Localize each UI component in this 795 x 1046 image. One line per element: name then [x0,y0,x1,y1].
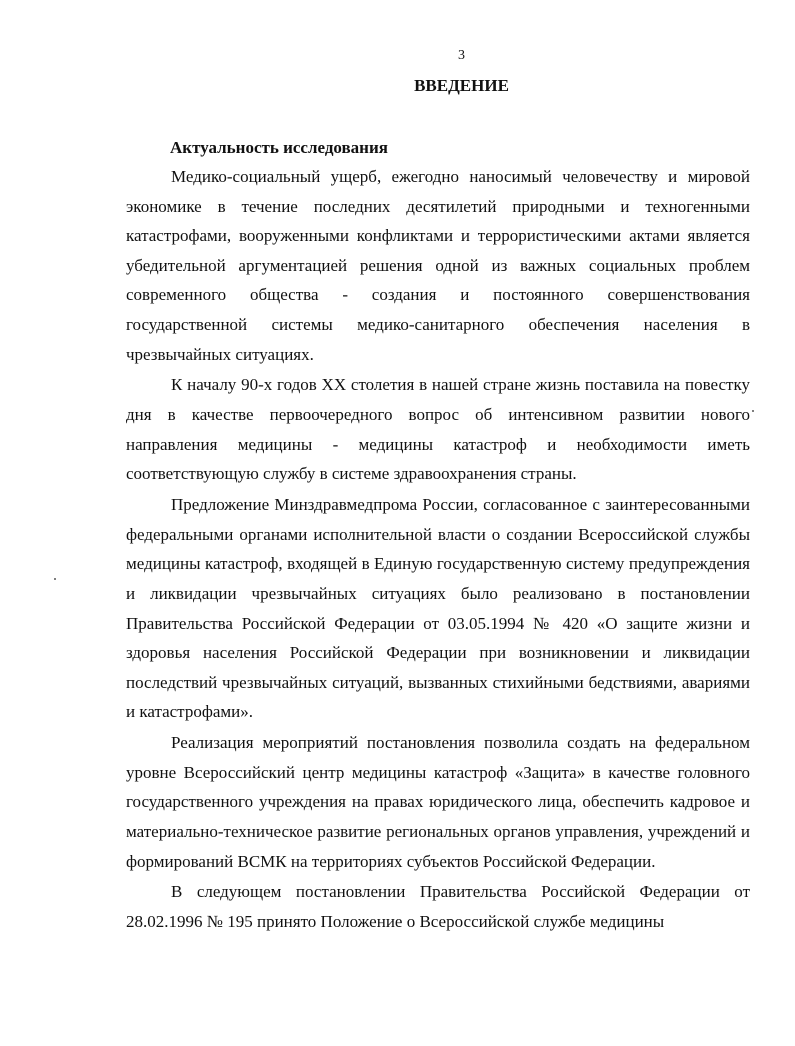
paragraph: Медико-социальный ущерб, ежегодно наносимый человечеству и мировой экономике в течение последних десятилетий природными и техногенными катастрофами, вооруженными конфликтами и террористическими актами является убедительной аргументацией решения одной из важных социальных проблем современного общества - создания и постоянного совершенствования государственной системы медико-санитарного обеспечения населения в чрезвычайных ситуациях. [126,167,750,364]
paragraph: Реализация мероприятий постановления позволила создать на федеральном уровне Всероссийский центр медицины катастроф «Защита» в качестве головного государственного учреждения на правах юридического лица, обеспечить кадровое и материально-техническое развитие региональных органов управления, учреждений и формирований ВСМК на территориях субъектов Российской Федерации. [126,733,750,871]
paragraph: Предложение Минздравмедпрома России, согласованное с заинтересованными федеральными органами исполнительной власти о создании Всероссийской службы медицины катастроф, входящей в Единую государственную систему предупреждения и ликвидации чрезвычайных ситуациях было реализовано в постановлении Правительства Российской Федерации от 03.05.1994 № 420 «О защите жизни и здоровья населения Российской Федерации при возникновении и ликвидации последствий чрезвычайных ситуаций, вызванных стихийными бедствиями, авариями и катастрофами». [126,495,750,722]
scan-speck [54,578,56,580]
body-text [126,162,750,938]
page-title: ВВЕДЕНИЕ [414,76,509,95]
page-number: 3 [458,48,465,63]
paragraph: К началу 90-х годов XX столетия в нашей стране жизнь поставила на повестку дня в качестве первоочередного вопрос об интенсивном развитии нового направления медицины - медицины катастроф и необходимости иметь соответствующую службу в системе здравоохранения страны. [126,375,750,484]
section-heading: Актуальность исследования [170,138,388,157]
scan-speck [752,410,754,412]
paragraph: В следующем постановлении Правительства Российской Федерации от 28.02.1996 № 195 принято Положение о Всероссийской службе медицины [126,882,750,932]
